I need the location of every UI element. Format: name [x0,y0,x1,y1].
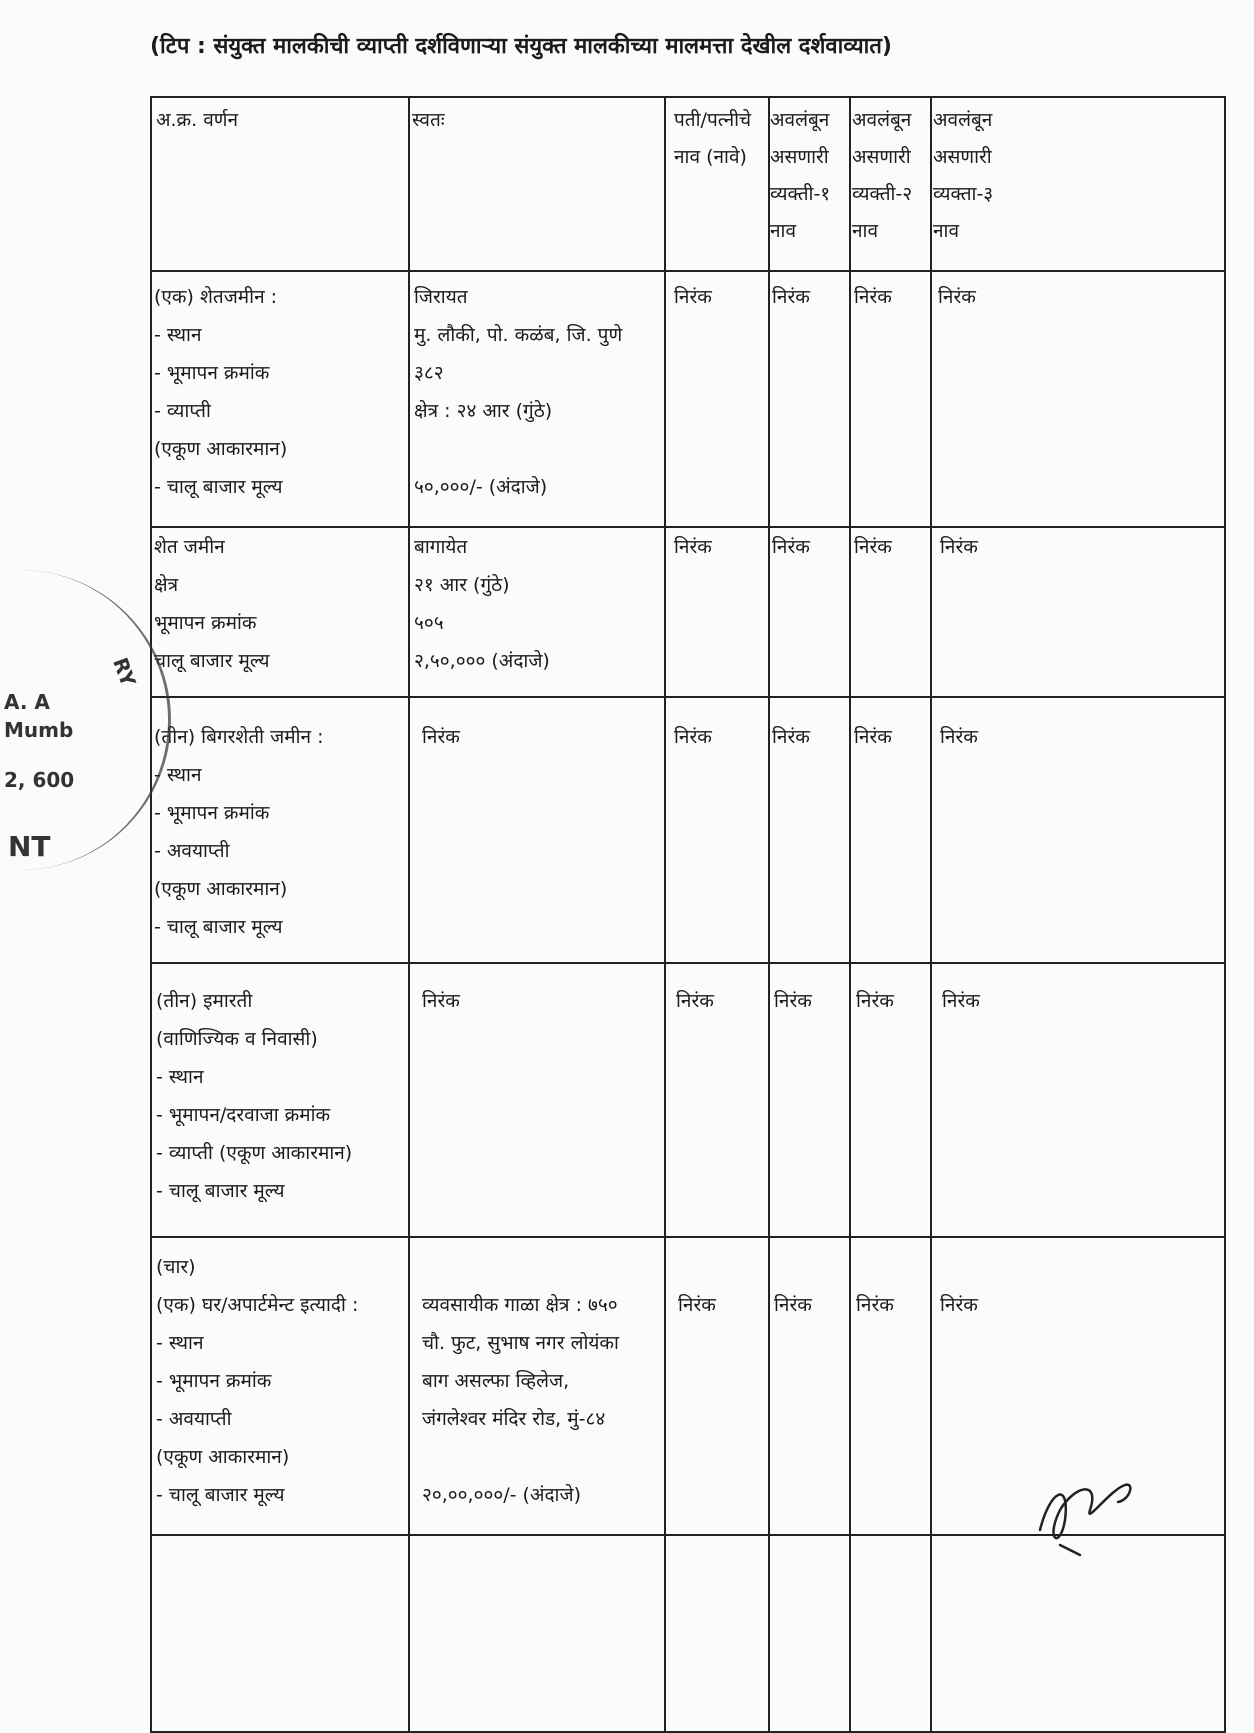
row-divider [152,1236,1224,1238]
row-3-self: निरंक [422,726,460,748]
row-divider [152,696,1224,698]
header-dependent-1: अवलंबून असणारी व्यक्ती-१ नाव [770,109,831,242]
stamp-text: NT [8,830,51,863]
col-divider [664,98,666,1731]
stamp-text: A. A [4,690,50,714]
header-self: स्वतः [412,109,445,131]
row-4-self: निरंक [422,990,460,1012]
row-2-dependent-3: निरंक [940,536,978,558]
header-sr-desc: अ.क्र. वर्णन [156,109,239,131]
row-1-spouse: निरंक [674,286,712,308]
stamp-text: RY [108,654,141,690]
header-dependent-2: अवलंबून असणारी व्यक्ती-२ नाव [852,109,913,242]
row-divider [152,962,1224,964]
header-dependent-3: अवलंबून असणारी व्यक्ता-३ नाव [933,109,994,242]
row-4-dependent-1: निरंक [774,990,812,1012]
row-5-spouse: निरंक [678,1294,716,1316]
row-3-desc: (तीन) बिगरशेती जमीन : - स्थान - भूमापन क्रमांक - अवयाप्ती (एकूण आकारमान) - चालू बाजार मूल्य [154,726,324,938]
row-3-dependent-1: निरंक [772,726,810,748]
col-divider [930,98,932,1731]
row-5-self: व्यवसायीक गाळा क्षेत्र : ७५० चौ. फुट, सुभाष नगर लोयंका बाग असल्फा व्हिलेज, जंगलेश्वर मंदिर रोड, मुं-८४ २०,००,०००/- (अंदाजे) [422,1294,619,1506]
signature [1030,1460,1150,1560]
col-divider [408,98,410,1731]
row-4-dependent-2: निरंक [856,990,894,1012]
row-2-dependent-1: निरंक [772,536,810,558]
row-1-dependent-3: निरंक [938,286,976,308]
row-2-dependent-2: निरंक [854,536,892,558]
row-5-dependent-2: निरंक [856,1294,894,1316]
stamp-text: Mumb [4,718,74,742]
row-4-spouse: निरंक [676,990,714,1012]
col-divider [768,98,770,1731]
header-spouse: पती/पत्नीचे नाव (नावे) [674,109,752,168]
row-3-dependent-3: निरंक [940,726,978,748]
note-text: (टिप : संयुक्त मालकीची व्याप्ती दर्शविणाऱ्या संयुक्त मालकीच्या मालमत्ता देखील दर्शवाव्यात) [150,34,892,59]
row-divider [152,270,1224,272]
col-divider [849,98,851,1731]
row-1-desc: (एक) शेतजमीन : - स्थान - भूमापन क्रमांक - व्याप्ती (एकूण आकारमान) - चालू बाजार मूल्य [154,286,288,498]
row-2-desc: शेत जमीन क्षेत्र भूमापन क्रमांक चालू बाजार मूल्य [154,536,270,672]
row-3-dependent-2: निरंक [854,726,892,748]
row-2-self: बागायेत २१ आर (गुंठे) ५०५ २,५०,००० (अंदाजे) [414,536,550,672]
row-5-dependent-3: निरंक [940,1294,978,1316]
stamp-text: 2, 600 [4,768,75,792]
row-5-dependent-1: निरंक [774,1294,812,1316]
row-5-desc: (चार) (एक) घर/अपार्टमेन्ट इत्यादी : - स्थान - भूमापन क्रमांक - अवयाप्ती (एकूण आकारमान) - चालू बाजार मूल्य [156,1256,359,1506]
row-2-spouse: निरंक [674,536,712,558]
row-1-dependent-1: निरंक [772,286,810,308]
row-1-dependent-2: निरंक [854,286,892,308]
row-1-self: जिरायत मु. लौकी, पो. कळंब, जि. पुणे ३८२ क्षेत्र : २४ आर (गुंठे) ५०,०००/- (अंदाजे) [414,286,623,498]
row-4-dependent-3: निरंक [942,990,980,1012]
row-4-desc: (तीन) इमारती (वाणिज्यिक व निवासी) - स्थान - भूमापन/दरवाजा क्रमांक - व्याप्ती (एकूण आकारमान) - चालू बाजार मूल्य [156,990,353,1202]
row-3-spouse: निरंक [674,726,712,748]
